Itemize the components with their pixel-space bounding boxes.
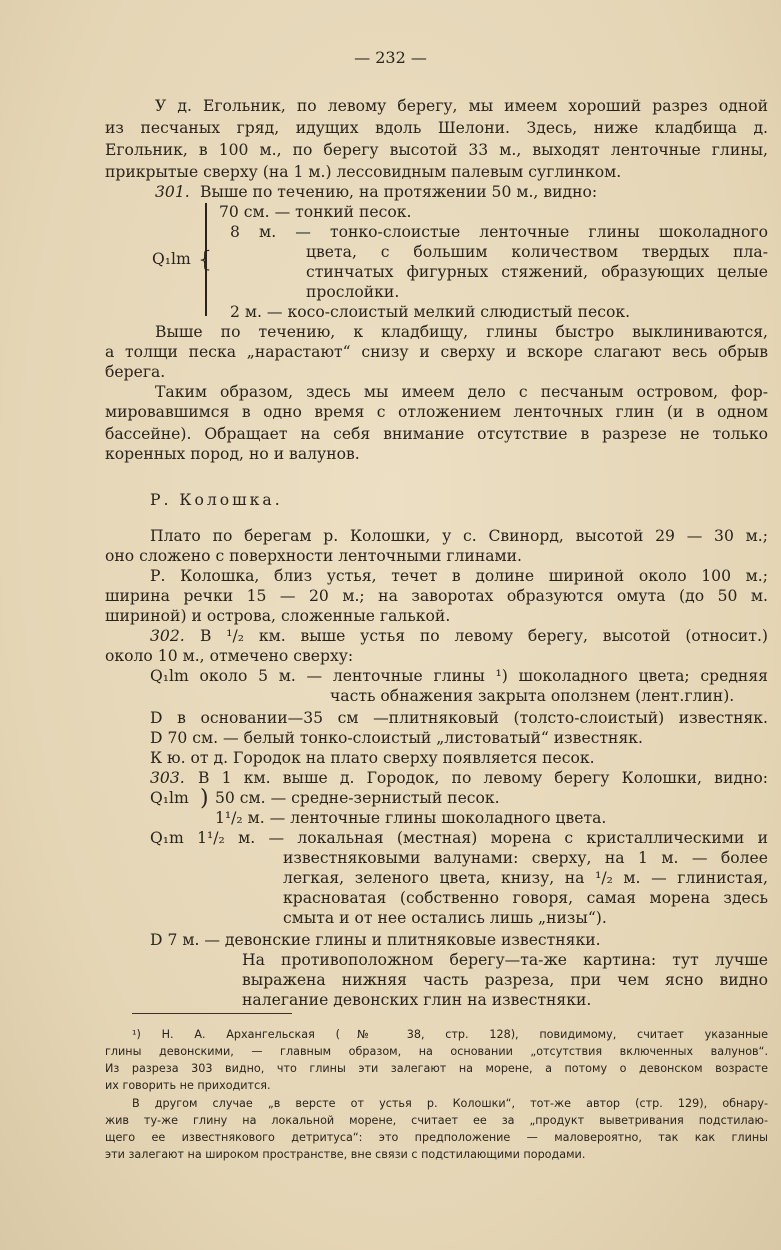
text-line: D 70 см. — белый тонко-слоистый „листоватый“ известняк.: [150, 729, 643, 747]
text-line: около 10 м., отмечено сверху:: [105, 647, 354, 665]
footnote-line: Из разреза 303 видно, что глины эти залегают на морене, а потому о девонском возрасте: [105, 1062, 768, 1075]
section-301-brace-tip: {: [198, 248, 212, 273]
text-line: На противоположном берегу—та-же картина: тут лучше: [242, 951, 768, 969]
text-line: Q₁lm: [150, 789, 189, 807]
text-line: мировавшимся в одно время с отложением ленточных глин (и в одном: [105, 403, 768, 421]
text-line: Выше по течению, к кладбищу, глины быстро выклиниваются,: [155, 323, 768, 341]
text-line: Плато по берегам р. Колошки, у с. Свинорд, высотой 29 — 30 м.;: [150, 527, 768, 545]
text-line: смыта и от нее остались лишь „низы“).: [283, 909, 607, 927]
footnote-line: щего ее известнякового детритуса“: это предположение — маловероятно, так как глины: [105, 1131, 768, 1144]
text-line: Q₁lm около 5 м. — ленточные глины ¹) шоколадного цвета; средняя: [150, 667, 768, 685]
text-line: В ¹/₂ км. выше устья по левому берегу, высотой (относит.): [200, 627, 768, 645]
section-301-label: Q₁lm: [152, 250, 191, 268]
text-line: прослойки.: [306, 283, 400, 301]
text-line: Р. Колошка, близ устья, течет в долине шириной около 100 м.;: [150, 567, 768, 585]
section-303-brace: ): [200, 786, 209, 811]
footnote-line: В другом случае „в версте от устья р. Колошки“, тот-же автор (стр. 129), обнару-: [132, 1097, 768, 1110]
text-line: бассейне). Обращает на себя внимание отсутствие в разрезе не только: [105, 425, 768, 443]
text-line: а толщи песка „нарастают“ снизу и сверху и вскоре слагают весь обрыв: [105, 343, 768, 361]
footnote-line: их говорить не приходится.: [105, 1079, 271, 1092]
text-line: К ю. от д. Городок на плато сверху появляется песок.: [150, 749, 595, 767]
text-line: В 1 км. выше д. Городок, по левому берегу Колошки, видно:: [198, 769, 768, 787]
text-line: легкая, зеленого цвета, книзу, на ¹/₂ м. — глинистая,: [283, 869, 768, 887]
text-number-31: 303.: [150, 769, 185, 787]
text-line: берега.: [105, 363, 166, 381]
text-line: стинчатых фигурных стяжений, образующих целые: [306, 263, 768, 281]
footnote-separator: [132, 1013, 292, 1014]
text-line: красноватая (собственно говоря, самая морена здесь: [283, 889, 768, 907]
text-number-4: 301.: [155, 183, 190, 201]
text-number-24: 302.: [150, 627, 185, 645]
text-line: цвета, с большим количеством твердых пла-: [306, 243, 768, 261]
text-line: 70 см. — тонкий песок.: [219, 203, 412, 221]
text-line: часть обнажения закрыта оползнем (лент.глин).: [330, 687, 735, 705]
text-line: коренных пород, но и валунов.: [105, 445, 360, 463]
text-line: Таким образом, здесь мы имеем дело с песчаным островом, фор-: [155, 383, 768, 401]
footnote-line: жив ту-же глину на локальной морене, считает ее за „продукт выветривания подстилаю-: [105, 1114, 768, 1127]
text-line: Q₁m 1¹/₂ м. — локальная (местная) морена с кристаллическими и: [150, 829, 768, 847]
footnote-line: эти залегают на широком пространстве, вне связи с подстилающими породами.: [105, 1148, 586, 1161]
text-line: У д. Егольник, по левому берегу, мы имеем хороший разрез одной: [155, 97, 768, 115]
text-line: 8 м. — тонко-слоистые ленточные глины шоколадного: [230, 223, 768, 241]
page-number: — 232 —: [354, 48, 427, 67]
text-line: Егольник, в 100 м., по берегу высотой 33 м., выходят ленточные глины,: [105, 141, 768, 159]
text-line: ширина речки 15 — 20 м.; на заворотах образуются омута (до 50 м.: [105, 587, 768, 605]
text-line: прикрытые сверху (на 1 м.) лессовидным палевым суглинком.: [105, 163, 622, 181]
footnote-line: ¹) Н. А. Архангельская (№ 38, стр. 128), повидимому, считает указанные: [132, 1028, 768, 1041]
text-line: 2 м. — косо-слоистый мелкий слюдистый песок.: [230, 303, 631, 321]
text-line: выражена нижняя часть разреза, при чем ясно видно: [242, 971, 768, 989]
text-line: Выше по течению, на протяжении 50 м., видно:: [200, 183, 598, 201]
text-line: D в основании—35 см —плитняковый (толсто-слоистый) известняк.: [150, 709, 768, 727]
text-line: из песчаных гряд, идущих вдоль Шелони. Здесь, ниже кладбища д.: [105, 119, 768, 137]
text-line: оно сложено с поверхности ленточными глинами.: [105, 547, 522, 565]
text-line: Р. Колошка.: [150, 491, 283, 509]
footnote-line: глины девонскими, — главным образом, на основании „отсутствия включенных валунов“.: [105, 1045, 768, 1058]
text-line: налегание девонских глин на известняки.: [242, 991, 592, 1009]
text-line: известняковыми валунами: сверху, на 1 м. — более: [283, 849, 768, 867]
text-line: 1¹/₂ м. — ленточные глины шоколадного цвета.: [215, 809, 607, 827]
text-line: D 7 м. — девонские глины и плитняковые известняки.: [150, 931, 601, 949]
text-line: 50 см. — средне-зернистый песок.: [215, 789, 500, 807]
text-line: шириной) и острова, сложенные галькой.: [105, 607, 451, 625]
